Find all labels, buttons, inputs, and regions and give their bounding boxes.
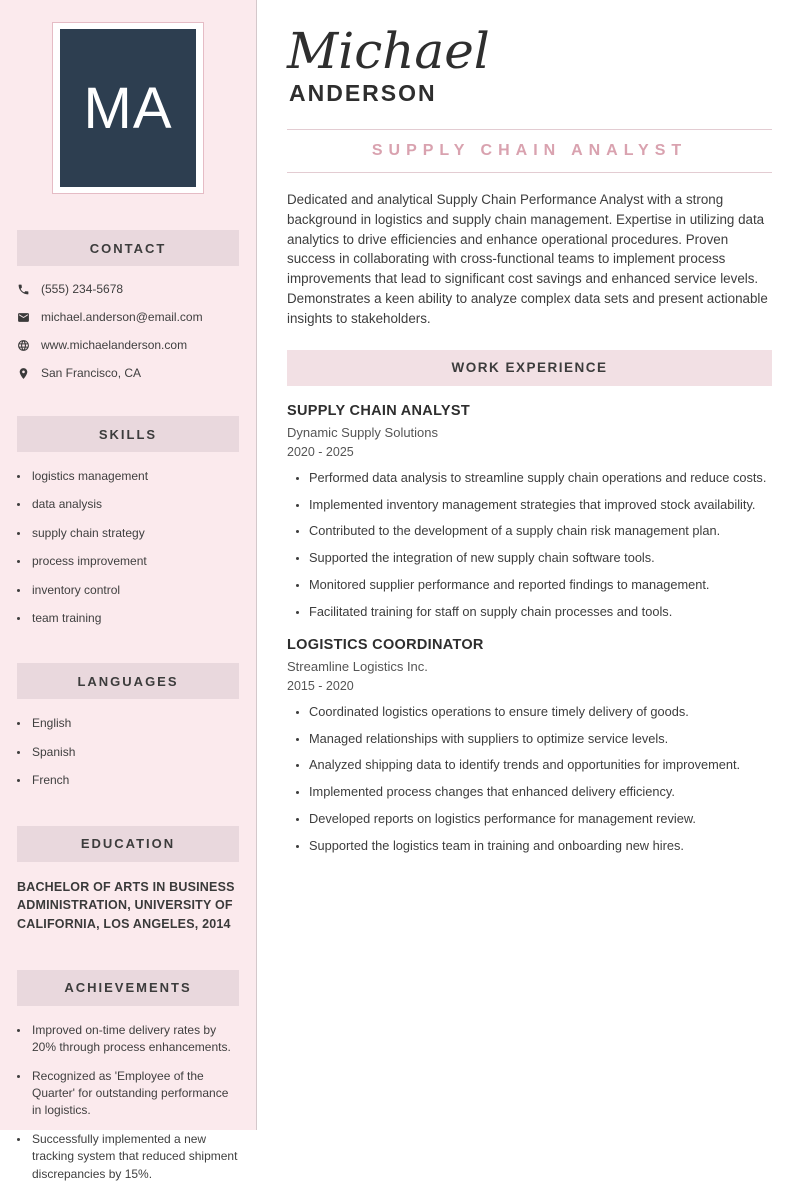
skills-list <box>0 468 256 627</box>
achievement-item: • Recognized as 'Employee of the Quarter' for outstanding performance in logistics. <box>30 1068 239 1120</box>
contact-row-email <box>17 310 239 324</box>
skill-item: • data analysis <box>30 496 239 513</box>
job-bullet: • Supported the integration of new supply chain software tools. <box>309 549 772 566</box>
achievement-item: • Improved on-time delivery rates by 20% through process enhancements. <box>30 1022 239 1057</box>
location-icon <box>17 367 30 380</box>
job-entry-2 <box>287 637 772 854</box>
job-title: SUPPLY CHAIN ANALYST <box>287 402 470 419</box>
contact-row-location <box>17 366 239 380</box>
job-bullet: • Implemented process changes that enhanced delivery efficiency. <box>309 783 772 800</box>
job-company: Streamline Logistics Inc. <box>287 658 428 674</box>
job-dates: 2015 - 2020 <box>287 678 354 693</box>
skill-item: • process improvement <box>30 553 239 570</box>
skills-section-heading: SKILLS <box>17 416 239 452</box>
profile-initials: MA <box>60 29 196 187</box>
job-dates: 2020 - 2025 <box>287 444 354 459</box>
achievement-item: • Successfully implemented a new tracking system that reduced shipment discrepancies by 15%. <box>30 1131 239 1183</box>
job-bullet: • Performed data analysis to streamline supply chain operations and reduce costs. <box>309 469 772 486</box>
main-column <box>257 0 800 1130</box>
contact-list <box>0 282 256 380</box>
achievements-list <box>0 1022 256 1183</box>
language-item: • English <box>30 715 239 732</box>
job-entry-1 <box>287 403 772 620</box>
job-title: LOGISTICS COORDINATOR <box>287 636 484 653</box>
job-bullet: • Supported the logistics team in training and onboarding new hires. <box>309 837 772 854</box>
first-name: Michael <box>287 22 490 80</box>
contact-phone-text: (555) 234-5678 <box>41 282 124 296</box>
job-bullet: • Developed reports on logistics performance for management review. <box>309 810 772 827</box>
globe-icon <box>17 339 30 352</box>
job-bullet: • Monitored supplier performance and reported findings to management. <box>309 576 772 593</box>
job-bullet: • Analyzed shipping data to identify trends and opportunities for improvement. <box>309 756 772 773</box>
job-bullet: • Managed relationships with suppliers to optimize service levels. <box>309 730 772 747</box>
skill-item: • logistics management <box>30 468 239 485</box>
job-bullet: • Facilitated training for staff on supply chain processes and tools. <box>309 603 772 620</box>
contact-location-text: San Francisco, CA <box>41 366 142 380</box>
job-bullet: • Contributed to the development of a supply chain risk management plan. <box>309 522 772 539</box>
languages-section-heading: LANGUAGES <box>17 663 239 699</box>
email-icon <box>17 311 30 324</box>
summary-paragraph: Dedicated and analytical Supply Chain Performance Analyst with a strong background in logistics and supply chain management. Expertise in utilizing data analytics to drive efficiencies and enhance operational procedures. Proven success in collaborating with cross-functional teams to implement process improvements that lead to significant cost savings and enhanced service levels. Demonstrates a keen ability to analyze complex data sets and present actionable insights to stakeholders. <box>287 192 768 326</box>
job-bullet: • Coordinated logistics operations to ensure timely delivery of goods. <box>309 703 772 720</box>
contact-website-text: www.michaelanderson.com <box>41 338 188 352</box>
last-name: ANDERSON <box>289 80 437 106</box>
job-bullet-list <box>287 703 772 854</box>
phone-icon <box>17 283 30 296</box>
job-company: Dynamic Supply Solutions <box>287 424 439 440</box>
job-title-banner: SUPPLY CHAIN ANALYST <box>287 129 772 173</box>
contact-row-website <box>17 338 239 352</box>
skill-item: • inventory control <box>30 582 239 599</box>
profile-photo-frame <box>52 22 204 194</box>
contact-row-phone <box>17 282 239 296</box>
education-section-heading: EDUCATION <box>17 826 239 862</box>
sidebar <box>0 0 257 1181</box>
achievements-section-heading: ACHIEVEMENTS <box>17 970 239 1006</box>
skill-item: • team training <box>30 610 239 627</box>
language-item: • French <box>30 772 239 789</box>
contact-section-heading: CONTACT <box>17 230 239 266</box>
languages-list <box>0 715 256 789</box>
job-bullet-list <box>287 469 772 620</box>
work-experience-heading: WORK EXPERIENCE <box>287 350 772 386</box>
job-bullet: • Implemented inventory management strategies that improved stock availability. <box>309 496 772 513</box>
education-text: BACHELOR OF ARTS IN BUSINESS ADMINISTRATION, UNIVERSITY OF CALIFORNIA, LOS ANGELES, 2014 <box>17 879 235 932</box>
skill-item: • supply chain strategy <box>30 525 239 542</box>
language-item: • Spanish <box>30 744 239 761</box>
contact-email-text: michael.anderson@email.com <box>41 310 203 324</box>
